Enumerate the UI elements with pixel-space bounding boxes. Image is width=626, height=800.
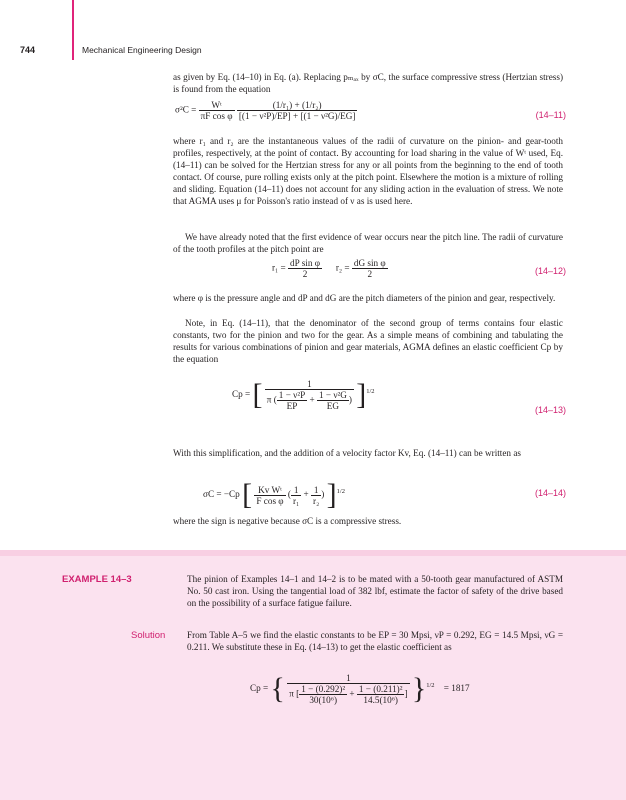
- equation-14-11: [175, 100, 357, 121]
- equation-14-13: Cp = [ 1 π ( $\frac{\text{1 − ν²P}}{EP}$ + $\frac{\text{1 − ν²G}}{EG}$ ) ]$^{1/2}$: [232, 378, 375, 411]
- eq-14-11-lhs: σ²C =: [175, 104, 197, 115]
- example-label: EXAMPLE 14–3: [62, 574, 132, 585]
- header-rule: [72, 0, 74, 60]
- solution-result: = 1817: [443, 683, 470, 694]
- example-text: The pinion of Examples 14–1 and 14–2 is to be mated with a 50-tooth gear manufactured of ASTM No. 50 cast iron. Using the tangential load of 382 lbf, estimate the factor of safety of the drive based on the possibility of a surface fatigue failure.: [187, 574, 563, 608]
- equation-14-14: σC = −Cp [ $\frac{\text{Kv Wᵗ}}{\text{F cos φ}}$ ( $\frac{1}{\text{r₁}}$ + $\frac{1}{\text{r₂}}$ ) ]$^{1/2}$: [203, 478, 345, 511]
- equation-14-12: r₁ = $\frac{\text{dP sin φ}}{2}$ r₂ = $\frac{\text{dG sin φ}}{2}$: [272, 258, 386, 279]
- eq-number-14-11: (14–11): [535, 110, 566, 120]
- paragraph-sign: where the sign is negative because σC is a compressive stress.: [173, 516, 402, 526]
- paragraph-radii: where r₁ and r₂ are the instantaneous values of the radii of curvature on the pinion- and gear-tooth profiles, respectively, at the point of contact. By accounting for load sharing in the value of Wᵗ used, Eq. (14–11) can be solved for the Hertzian stress for any or all points from the beginning to the end of tooth contact. Of course, pure rolling exists only at the pitch point. Elsewhere the motion is a mixture of rolling and sliding. Equation (14–11) does not account for any sliding action in the evaluation of stress. We note that AGMA uses μ for Poisson's ratio instead of ν as is used here.: [173, 136, 563, 206]
- solution-equation: Cp = { 1 π [ $\frac{\text{1 − (0.292)²}}{\text{30(10⁶)}}$ + $\frac{\text{1 − (0.211)²}}{\text{14.5(10⁶)}}$ ] }$^{1/2}$ = 1817: [250, 672, 470, 705]
- eq-number-14-14: (14–14): [534, 488, 566, 498]
- paragraph-velocity-factor: With this simplification, and the addition of a velocity factor Kv, Eq. (14–11) can be written as: [173, 448, 521, 458]
- eq-number-14-12: (14–12): [534, 266, 566, 276]
- intro-paragraph: as given by Eq. (14–10) in Eq. (a). Replacing pₘₐₓ by σC, the surface compressive stress (Hertzian stress) is found from the equation: [173, 72, 563, 94]
- solution-text: From Table A–5 we find the elastic constants to be EP = 30 Mpsi, νP = 0.292, EG = 14.5 Mpsi, νG = 0.211. We substitute these in Eq. (14–13) to get the elastic coefficient as: [187, 630, 563, 652]
- running-title: Mechanical Engineering Design: [82, 45, 202, 55]
- paragraph-elastic-coefficient: Note, in Eq. (14–11), that the denominator of the second group of terms contains four elastic constants, two for the pinion and two for the gear. As a simple means of combining and tabulating the results for various combinations of pinion and gear materials, AGMA defines an elastic coefficient Cp by the equation: [173, 318, 563, 364]
- eq-number-14-13: (14–13): [534, 405, 566, 415]
- eq-14-11-frac1: $\frac{\text{Wᵗ}}{\text{πF cos φ}}$: [200, 100, 233, 121]
- eq-14-11-frac2: $\frac{\text{(1/r₁) + (1/r₂)}}{\text{[(1 − ν²P)/EP] + [(1 − ν²G)/EG]}}$: [238, 100, 356, 121]
- paragraph-pressure-angle: where φ is the pressure angle and dP and dG are the pitch diameters of the pinion and gear, respectively.: [173, 293, 556, 303]
- solution-label: Solution: [131, 630, 166, 641]
- page-number: 744: [20, 45, 36, 55]
- paragraph-pitch-line: We have already noted that the first evidence of wear occurs near the pitch line. The radii of curvature of the tooth profiles at the pitch point are: [173, 232, 563, 254]
